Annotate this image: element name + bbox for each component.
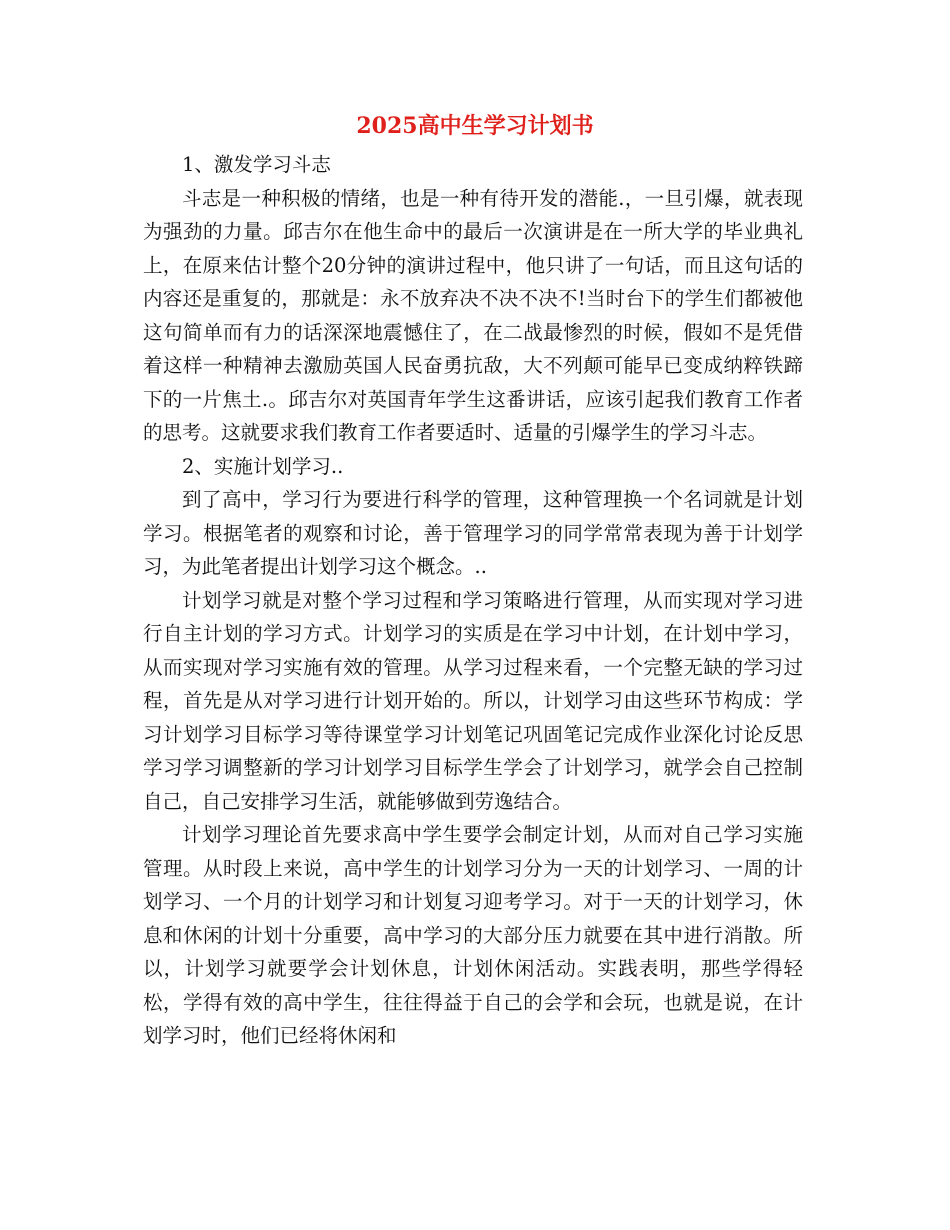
paragraph: 斗志是一种积极的情绪，也是一种有待开发的潜能.，一旦引爆，就表现为强劲的力量。邱吉尔在他生命中的最后一次演讲是在一所大学的毕业典礼上，在原来估计整个20分钟的演讲过程中，他只讲了一句话，而且这句话的内容还是重复的，那就是：永不放弃决不决不决不!当时台下的学生们都被他这句简单而有力的话深深地震憾住了，在二战最惨烈的时候，假如不是凭借着这样一种精神去激励英国人民奋勇抗敌，大不列颠可能早已变成纳粹铁蹄下的一片焦土.。邱吉尔对英国青年学生这番讲话，应该引起我们教育工作者的思考。这就要求我们教育工作者要适时、适量的引爆学生的学习斗志。 — [143, 186, 803, 444]
section-heading-2: 2、实施计划学习.. — [182, 454, 344, 478]
paragraph: 计划学习理论首先要求高中学生要学会制定计划，从而对自己学习实施管理。从时段上来说，高中学生的计划学习分为一天的计划学习、一周的计划学习、一个月的计划学习和计划复习迎考学习。对于一天的计划学习，休息和休闲的计划十分重要，高中学习的大部分压力就要在其中进行消散。所以，计划学习就要学会计划休息，计划休闲活动。实践表明，那些学得轻松，学得有效的高中学生，往往得益于自己的会学和会玩，也就是说，在计划学习时，他们已经将休闲和 — [143, 823, 803, 1047]
document-title: 2025高中生学习计划书 — [356, 113, 594, 139]
document-body — [143, 148, 803, 1053]
paragraph: 计划学习就是对整个学习过程和学习策略进行管理，从而实现对学习进行自主计划的学习方式。计划学习的实质是在学习中计划，在计划中学习，从而实现对学习实施有效的管理。从学习过程来看，一个完整无缺的学习过程，首先是从对学习进行计划开始的。所以，计划学习由这些环节构成：学习计划学习目标学习等待课堂学习计划笔记巩固笔记完成作业深化讨论反思学习学习调整新的学习计划学习目标学生学会了计划学习，就学会自己控制自己，自己安排学习生活，就能够做到劳逸结合。 — [143, 588, 803, 813]
section-heading-1: 1、激发学习斗志 — [182, 153, 331, 176]
paragraph: 到了高中，学习行为要进行科学的管理，这种管理换一个名词就是计划学习。根据笔者的观察和讨论，善于管理学习的同学常常表现为善于计划学习，为此笔者提出计划学习这个概念。.. — [143, 488, 803, 578]
